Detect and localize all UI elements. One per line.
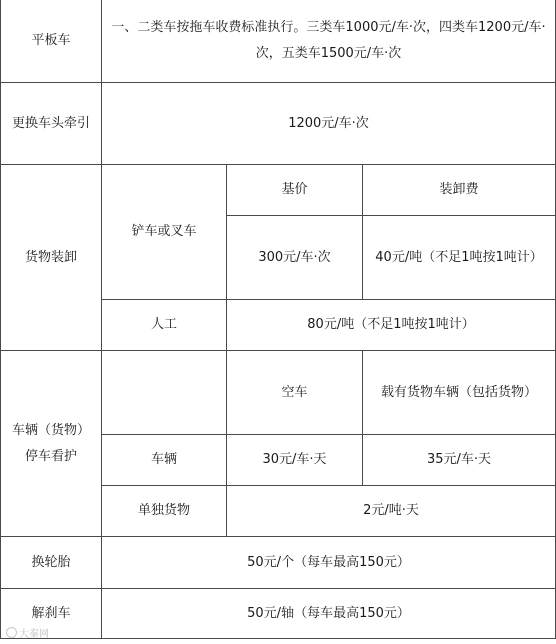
category-cell: 平板车 (1, 0, 102, 83)
content-cell: 1200元/车·次 (102, 83, 556, 165)
table-row (1, 537, 556, 589)
value-cell: 80元/吨（不足1吨按1吨计） (227, 300, 556, 351)
category-cell: 解刹车 (1, 589, 102, 639)
sub-label-cell: 铲车或叉车 (102, 165, 227, 300)
category-cell: 换轮胎 (1, 537, 102, 589)
watermark-text: 大秦网 (19, 629, 49, 640)
value-cell: 30元/车·天 (227, 435, 363, 486)
header-cell: 基价 (227, 165, 363, 216)
table-row (1, 589, 556, 639)
table-row (1, 165, 556, 216)
value-cell: 40元/吨（不足1吨按1吨计） (363, 216, 556, 300)
header-cell: 装卸费 (363, 165, 556, 216)
table-row (1, 351, 556, 435)
sub-label-cell: 车辆 (102, 435, 227, 486)
value-cell: 35元/车·天 (363, 435, 556, 486)
header-cell: 载有货物车辆（包括货物） (363, 351, 556, 435)
table-row (1, 83, 556, 165)
content-cell: 一、二类车按拖车收费标准执行。三类车1000元/车·次，四类车1200元/车·次，五类车1500元/车·次 (102, 0, 556, 83)
value-cell: 300元/车·次 (227, 216, 363, 300)
empty-cell (102, 351, 227, 435)
category-cell: 更换车头牵引 (1, 83, 102, 165)
value-cell: 2元/吨·天 (227, 486, 556, 537)
watermark-logo-icon (6, 627, 17, 638)
watermark (6, 625, 49, 640)
category-cell: 货物装卸 (1, 165, 102, 351)
sub-label-cell: 人工 (102, 300, 227, 351)
category-cell: 车辆（货物）停车看护 (1, 351, 102, 537)
sub-label-cell: 单独货物 (102, 486, 227, 537)
content-cell: 50元/轴（每车最高150元） (102, 589, 556, 639)
table-row (1, 0, 556, 83)
content-cell: 50元/个（每车最高150元） (102, 537, 556, 589)
header-cell: 空车 (227, 351, 363, 435)
